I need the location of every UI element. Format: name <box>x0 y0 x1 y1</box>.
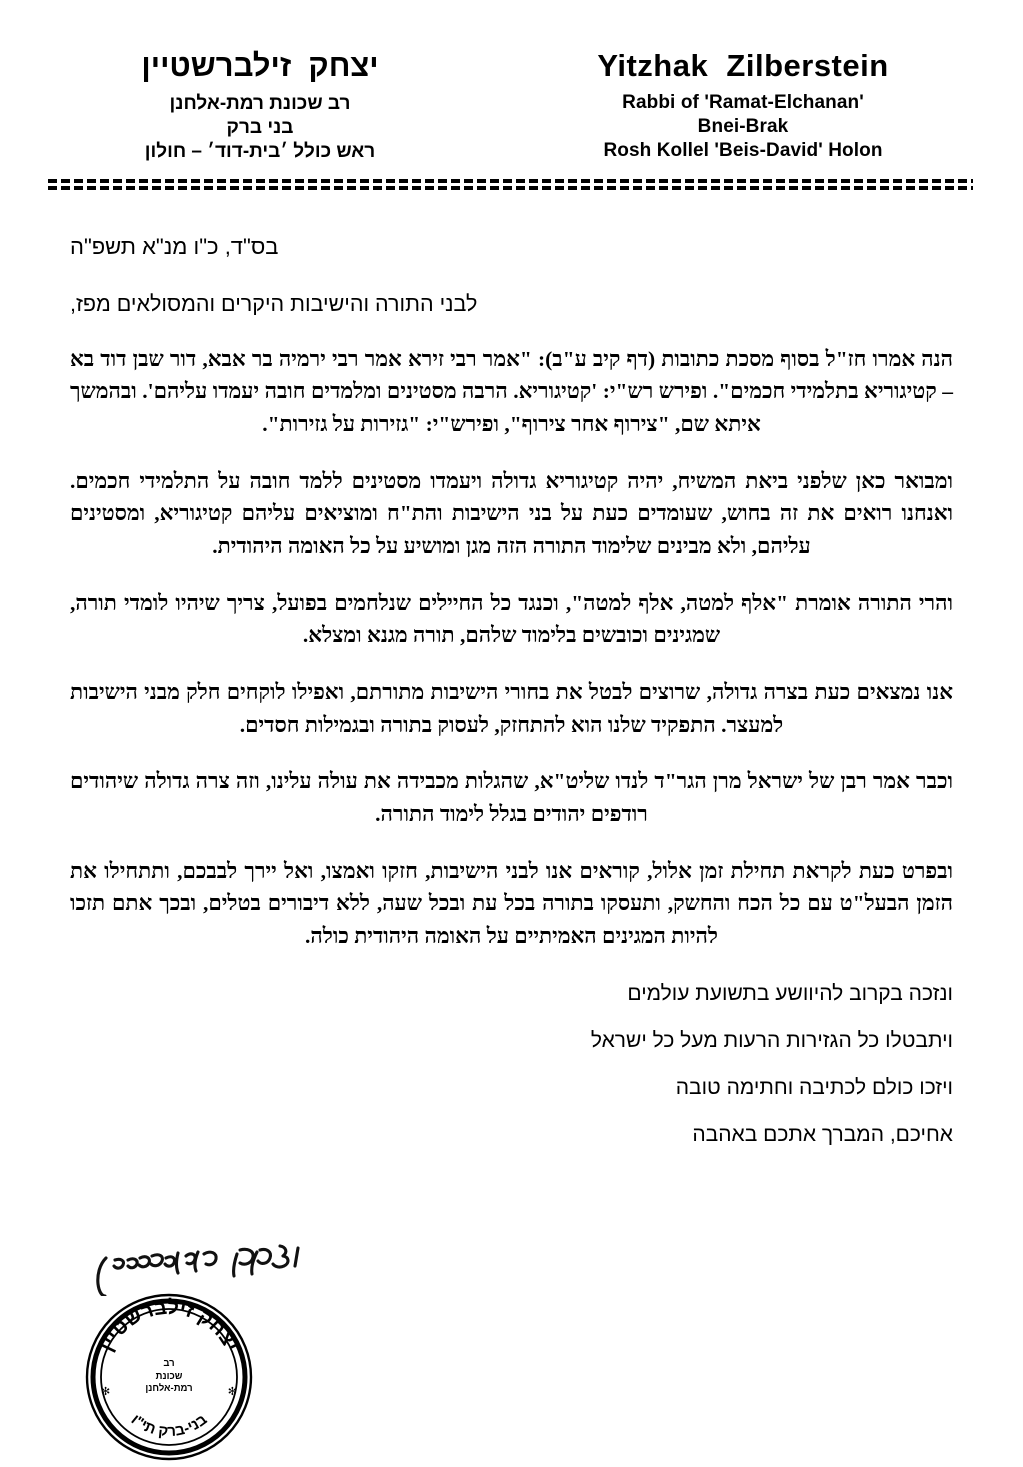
closing-line-1: ונזכה בקרוב להיוושע בתשועת עולמים <box>627 981 953 1005</box>
stamp-star-left-icon: ✻ <box>101 1386 111 1398</box>
paragraph-6: ובפרט כעת לקראת תחילת זמן אלול, קוראים אנו לבני הישיבות, חזקו ואמצו, ואל יירך לבבכם, ותתחילו את הזמן הבעל"ט עם כל הכח והחשק, ותעסקו בתורה בכל עת ובכל שעה, ללא דיבורים בטלים, ובכך אתם תזכו להיות המגינים האמיתיים על האומה היהודית כולה. <box>70 858 953 949</box>
letterhead-english-line-1: Rabbi of 'Ramat-Elchanan' <box>622 91 864 113</box>
rabbinic-stamp <box>84 1292 254 1462</box>
letter-body <box>0 234 1023 1145</box>
closing-line-4: אחיכם, המברך אתכם באהבה <box>692 1122 953 1146</box>
stamp-arc-top-text: יצחק זילברשטיין <box>95 1296 243 1355</box>
paragraph-4: אנו נמצאים כעת בצרה גדולה, שרוצים לבטל את בחורי הישיבות מתורתם, ואפילו לוקחים חלק מבני הישיבות למעצר. התפקיד שלנו הוא להתחזק, לעסוק בתורה ובגמילות חסדים. <box>70 679 953 737</box>
svg-text:בני-ברק תי"ו <box>128 1411 211 1440</box>
stamp-center-line-3: רמת-אלחנן <box>145 1383 193 1395</box>
closing-block <box>48 983 975 1145</box>
letterhead-hebrew-line-3: ראש כולל ׳בית-דוד׳ – חולון <box>144 141 376 163</box>
svg-text:יצחק זילברשטיין <box>95 1297 242 1355</box>
closing-line-3: ויזכו כולם לכתיבה וחתימה טובה <box>675 1075 953 1099</box>
letterhead-hebrew <box>70 46 450 165</box>
letterhead-hebrew-line-2: בני ברק <box>226 116 294 138</box>
stamp-arc-bottom-text: בני-ברק תי"ו <box>127 1411 211 1441</box>
divider-bar-bottom <box>48 186 973 190</box>
stamp-center-line-2: שכונת <box>155 1370 183 1382</box>
letterhead <box>0 0 1023 165</box>
letterhead-english-name: Yitzhak Zilberstein <box>597 48 889 83</box>
date-line: בס"ד, כ"ו מנ"א תשפ"ה <box>70 233 279 259</box>
header-divider <box>48 179 973 190</box>
letterhead-hebrew-line-1: רב שכונת רמת-אלחנן <box>169 92 351 114</box>
paragraph-1: הנה אמרו חז"ל בסוף מסכת כתובות (דף קיב ע"ב): "אמר רבי זירא אמר רבי ירמיה בר אבא, דור שבן דוד בא – קטיגוריא בתלמידי חכמים". ופירש רש"י: 'קטיגוריא. הרבה מסטינים ומלמדים חובה יעמדו עליהם'. ובהמשך איתא שם, "צירוף אחר צירוף", ופירש"י: "גזירות על גזירות". <box>70 346 953 436</box>
paragraph-5: וכבר אמר רבן של ישראל מרן הגר"ד לנדו שליט"א, שהגלות מכבידה את עולה עלינו, וזה צרה גדולה שיהודים רודפים יהודים בגלל לימוד התורה. <box>70 769 953 826</box>
handwritten-signature <box>74 1234 324 1296</box>
letterhead-english <box>523 46 963 164</box>
stamp-star-right-icon: ✻ <box>227 1386 237 1398</box>
letterhead-english-line-3: Rosh Kollel 'Beis-David' Holon <box>603 140 883 162</box>
paragraph-2: ומבואר כאן שלפני ביאת המשיח, יהיה קטיגוריא גדולה ויעמדו מסטינים ללמד חובה על התלמידי חכמים. ואנחנו רואים את זה בחוש, שעומדים כעת על בני הישיבות והת"ח ומוציאים עליהם קטיגוריא, ומסטינים עליהם, ולא מבינים שלימוד התורה הזה מגן ומושיע על כל האומה היהודית. <box>70 468 953 558</box>
salutation: לבני התורה והישיבות היקרים והמסולאים מפז, <box>70 291 478 316</box>
closing-line-2: ויתבטלו כל הגזירות הרעות מעל כל ישראל <box>590 1028 953 1052</box>
signature-area <box>62 1232 362 1457</box>
stamp-center-line-1: רב <box>163 1357 175 1369</box>
letterhead-hebrew-name: יצחק זילברשטיין <box>141 48 379 83</box>
paragraph-3: והרי התורה אומרת "אלף למטה, אלף למטה", וכנגד כל החיילים שנלחמים בפועל, צריך שיהיו לומדי תורה, שמגינים וכובשים בלימוד שלהם, תורה מגנא ומצלא. <box>70 590 953 648</box>
divider-bar-top <box>48 179 973 183</box>
letterhead-english-line-2: Bnei-Brak <box>697 115 789 137</box>
